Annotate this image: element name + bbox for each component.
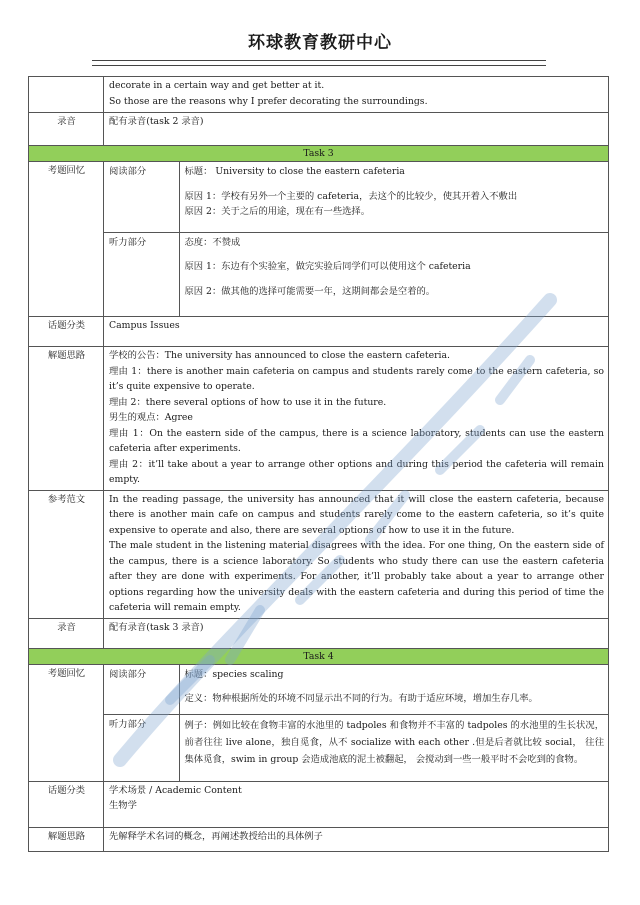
header-rule-top: [92, 60, 546, 61]
task4-listening-label: 听力部分: [104, 715, 179, 781]
task3-approach-line-4: 男生的观点：Agree: [109, 412, 193, 423]
task4-reading-title: 标题：species scaling: [184, 668, 284, 680]
task3-sample-para-2: The male student in the listening material disagrees with the idea. For one thing, On the eastern side of the campus, there is a science laboratory. So students who study there can use the eastern cafeteria after they are done with experiments. For another, it’ll probably take about a year to arrange other options regarding how the university deals with the eastern cafeteria and during this period of time the cafeteria will remain empty.: [109, 540, 604, 613]
task3-recording-label: 录音: [29, 618, 104, 648]
task3-approach-line-3: 理由 2：there several options of how to use it in the future.: [109, 396, 387, 408]
task2-recording-value: 配有录音(task 2 录音): [104, 113, 609, 146]
task2-recording-row: [29, 113, 609, 146]
task4-recall-inner-table: [104, 665, 608, 781]
task4-reading-row: [104, 665, 608, 715]
task4-reading-content: [179, 665, 608, 715]
task3-listening-reason-1: 原因 1：东边有个实验室，做完实验后同学们可以使用这个 cafeteria: [184, 261, 471, 272]
task3-title: Task 3: [29, 146, 609, 162]
task3-header-row: [29, 146, 609, 162]
content-table: [28, 76, 609, 852]
task3-approach-line-5: 理由 1：On the eastern side of the campus, there is a science laboratory, students can use the eastern cafeteria after experiments.: [109, 427, 604, 454]
task4-approach-row: [29, 827, 609, 851]
task3-recall-cell: [104, 162, 609, 317]
task3-approach-line-2: 理由 1：there is another main cafeteria on campus and students rarely come to the eastern cafeteria, so it’s quite expensive to operate.: [109, 365, 604, 392]
task3-recall-label: 考题回忆: [29, 162, 104, 317]
task4-listening-example: 例子：例如比较在食物丰富的水池里的 tadpoles 和食物并不丰富的 tadpoles 的水池里的生长状况，前者往往 live alone，独自觅食，从不 socialize with each other .但是后者就比较 social， 往往集体觅食，swim in group 会造成池底的泥土被翻起， 会搅动到一些一般平时不会吃到的食物。: [179, 715, 608, 781]
carryover-label-cell: [29, 77, 104, 113]
task3-approach-content: [104, 347, 609, 491]
header-title: 环球教育教研中心: [248, 33, 392, 53]
task4-category-line-1: 学术场景 / Academic Content: [109, 784, 242, 796]
task4-header-row: [29, 648, 609, 664]
carryover-line-2: So those are the reasons why I prefer decorating the surroundings.: [109, 95, 428, 107]
task3-reading-reason-1: 原因 1：学校有另外一个主要的 cafeteria，去这个的比较少，使其开着入不敷出: [184, 190, 518, 202]
task4-category-line-2: 生物学: [109, 800, 137, 811]
header-rule-bottom: [92, 65, 546, 66]
task3-approach-label: 解题思路: [29, 347, 104, 491]
task4-category-label: 话题分类: [29, 781, 104, 827]
task3-approach-line-1: 学校的公告：The university has announced to close the eastern cafeteria.: [109, 350, 450, 361]
carryover-row: [29, 77, 609, 113]
task4-approach-label: 解题思路: [29, 827, 104, 851]
task3-recording-row: [29, 618, 609, 648]
task3-category-value: Campus Issues: [104, 317, 609, 347]
task4-reading-definition: 定义：物种根据所处的环境不同显示出不同的行为。有助于适应环境，增加生存几率。: [184, 693, 538, 704]
task4-listening-row: [104, 715, 608, 781]
task3-reading-label: 阅读部分: [104, 162, 179, 232]
task3-reading-content: [179, 162, 608, 232]
task3-reading-title: 标题： University to close the eastern cafeteria: [184, 166, 405, 177]
task4-recall-row: [29, 664, 609, 781]
task3-listening-label: 听力部分: [104, 232, 179, 316]
task3-category-label: 话题分类: [29, 317, 104, 347]
task3-category-row: [29, 317, 609, 347]
task4-category-content: [104, 781, 609, 827]
task3-recording-value: 配有录音(task 3 录音): [104, 618, 609, 648]
task4-recall-cell: [104, 664, 609, 781]
task3-sample-row: [29, 490, 609, 618]
task4-category-row: [29, 781, 609, 827]
task3-listening-content: [179, 232, 608, 316]
task3-sample-para-1: In the reading passage, the university has announced that it will close the eastern cafeteria, because there is another main cafe on campus and students rarely come to the eastern cafeteria, so it’s quite expensive to operate and also, there are several options of how to use it in the future.: [109, 493, 604, 536]
task3-listening-reason-2: 原因 2：做其他的选择可能需要一年，这期间都会是空着的。: [184, 285, 436, 297]
task3-reading-row: [104, 162, 608, 232]
task3-sample-label: 参考范文: [29, 490, 104, 618]
task3-listening-row: [104, 232, 608, 316]
task3-recall-row: [29, 162, 609, 317]
task3-approach-line-6: 理由 2：it’ll take about a year to arrange other options and during this period the cafeteria will remain empty.: [109, 458, 604, 485]
carryover-text: [104, 77, 609, 113]
task2-recording-label: 录音: [29, 113, 104, 146]
task3-recall-inner-table: [104, 162, 608, 316]
task4-recall-label: 考题回忆: [29, 664, 104, 781]
task3-sample-content: [104, 490, 609, 618]
task3-listening-attitude: 态度：不赞成: [184, 236, 241, 248]
task4-approach-value: 先解释学术名词的概念，再阐述教授给出的具体例子: [104, 827, 609, 851]
task3-reading-reason-2: 原因 2：关于之后的用途，现在有一些选择。: [184, 206, 371, 217]
carryover-line-1: decorate in a certain way and get better at it.: [109, 80, 325, 91]
task4-reading-label: 阅读部分: [104, 665, 179, 715]
task4-title: Task 4: [29, 648, 609, 664]
task3-approach-row: [29, 347, 609, 491]
